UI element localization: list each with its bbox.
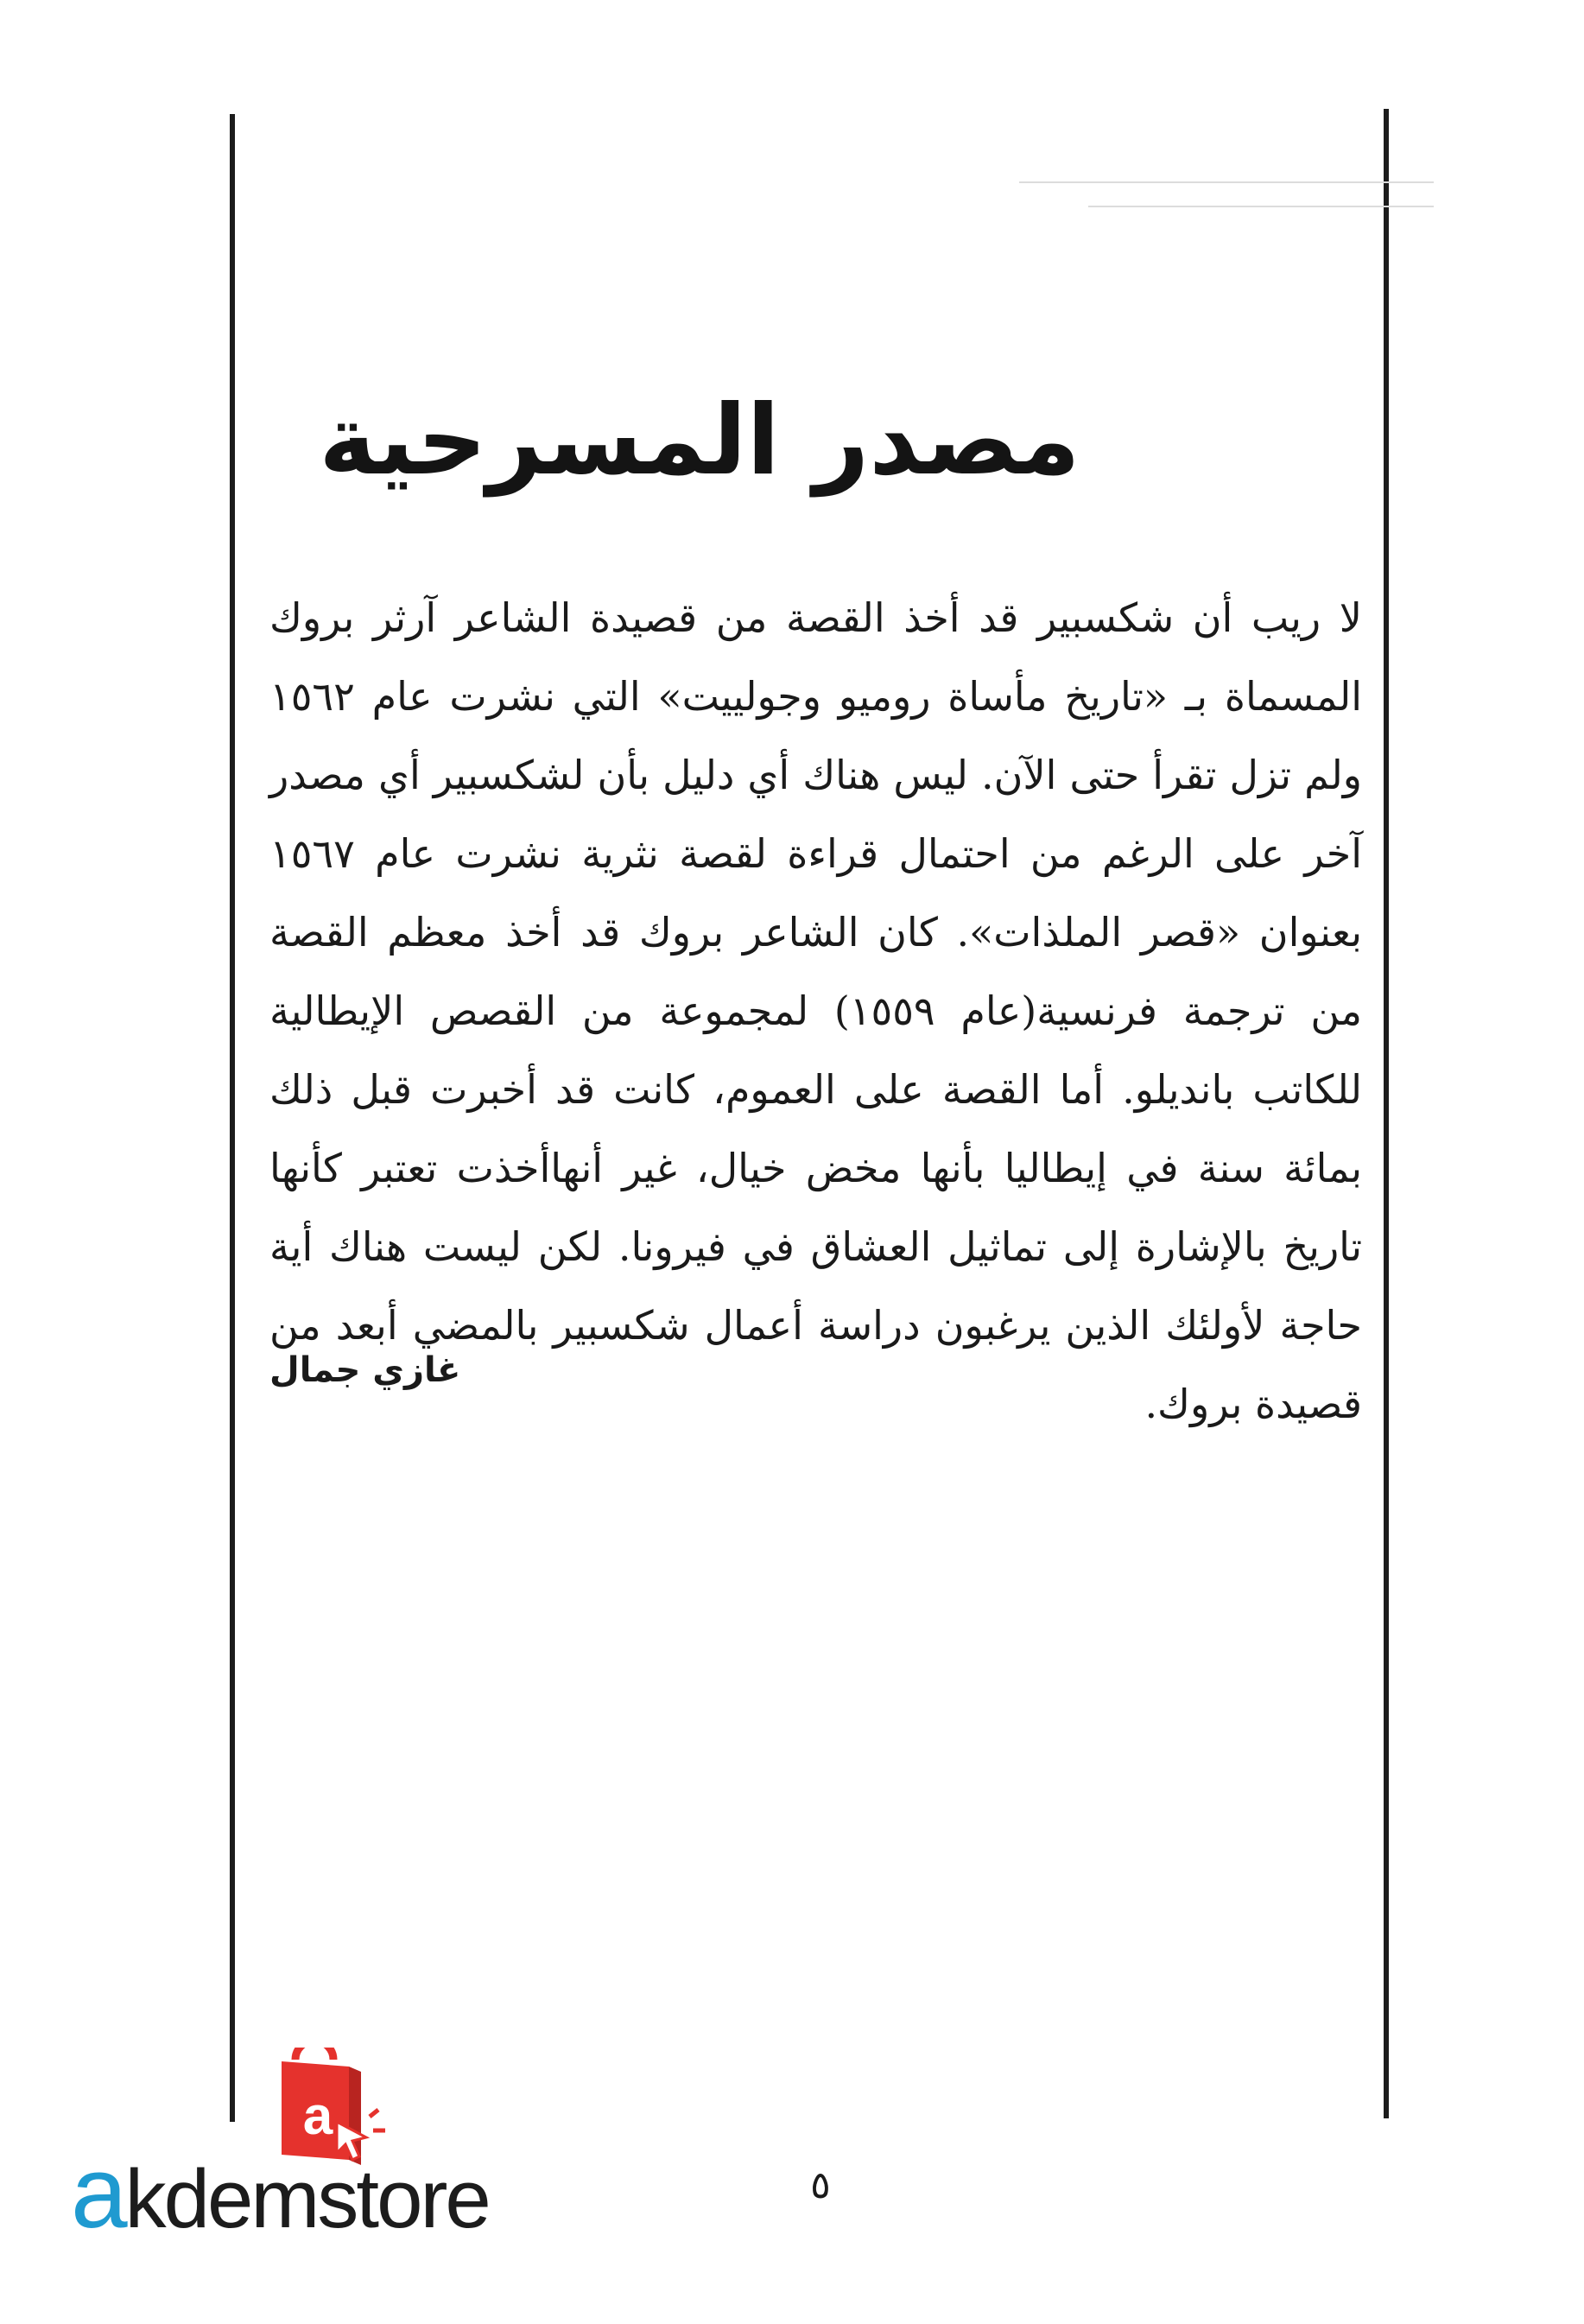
icon-letter: a — [302, 2086, 333, 2146]
right-margin-rule — [1384, 109, 1389, 2118]
bleed-through-line — [1088, 206, 1434, 207]
brand-rest: kdemstore — [124, 2153, 489, 2245]
page-title: مصدر المسرحية — [319, 384, 1080, 497]
page-number: ٥ — [810, 2163, 831, 2207]
left-margin-rule — [230, 114, 235, 2122]
brand-initial: a — [71, 2136, 125, 2250]
bleed-through-line — [1019, 181, 1434, 183]
author-name: غازي جمال — [269, 1350, 461, 1390]
akdemstore-watermark — [71, 2048, 537, 2250]
brand-wordmark — [71, 2136, 537, 2250]
body-paragraph: لا ريب أن شكسبير قد أخذ القصة من قصيدة الشاعر آرثر بروك المسماة بـ «تاريخ مأساة روميو وجولييت» التي نشرت عام ١٥٦٢ ولم تزل تقرأ حتى الآن. ليس هناك أي دليل بأن لشكسبير أي مصدر آخر على الرغم من احتمال قراءة لقصة نثرية نشرت عام ١٥٦٧ بعنوان «قصر الملذات». كان الشاعر بروك قد أخذ معظم القصة من ترجمة فرنسية(عام ١٥٥٩) لمجموعة من القصص الإيطالية للكاتب باندیلو. أما القصة على العموم، كانت قد أخبرت قبل ذلك بمائة سنة في إيطاليا بأنها مخض خيال، غير أنهاأخذت تعتبر كأنها تاريخ بالإشارة إلى تماثيل العشاق في فيرونا. لكن ليست هناك أية حاجة لأولئك الذين يرغبون دراسة أعمال شكسبير بالمضي أبعد من قصيدة بروك. — [269, 594, 1363, 1427]
